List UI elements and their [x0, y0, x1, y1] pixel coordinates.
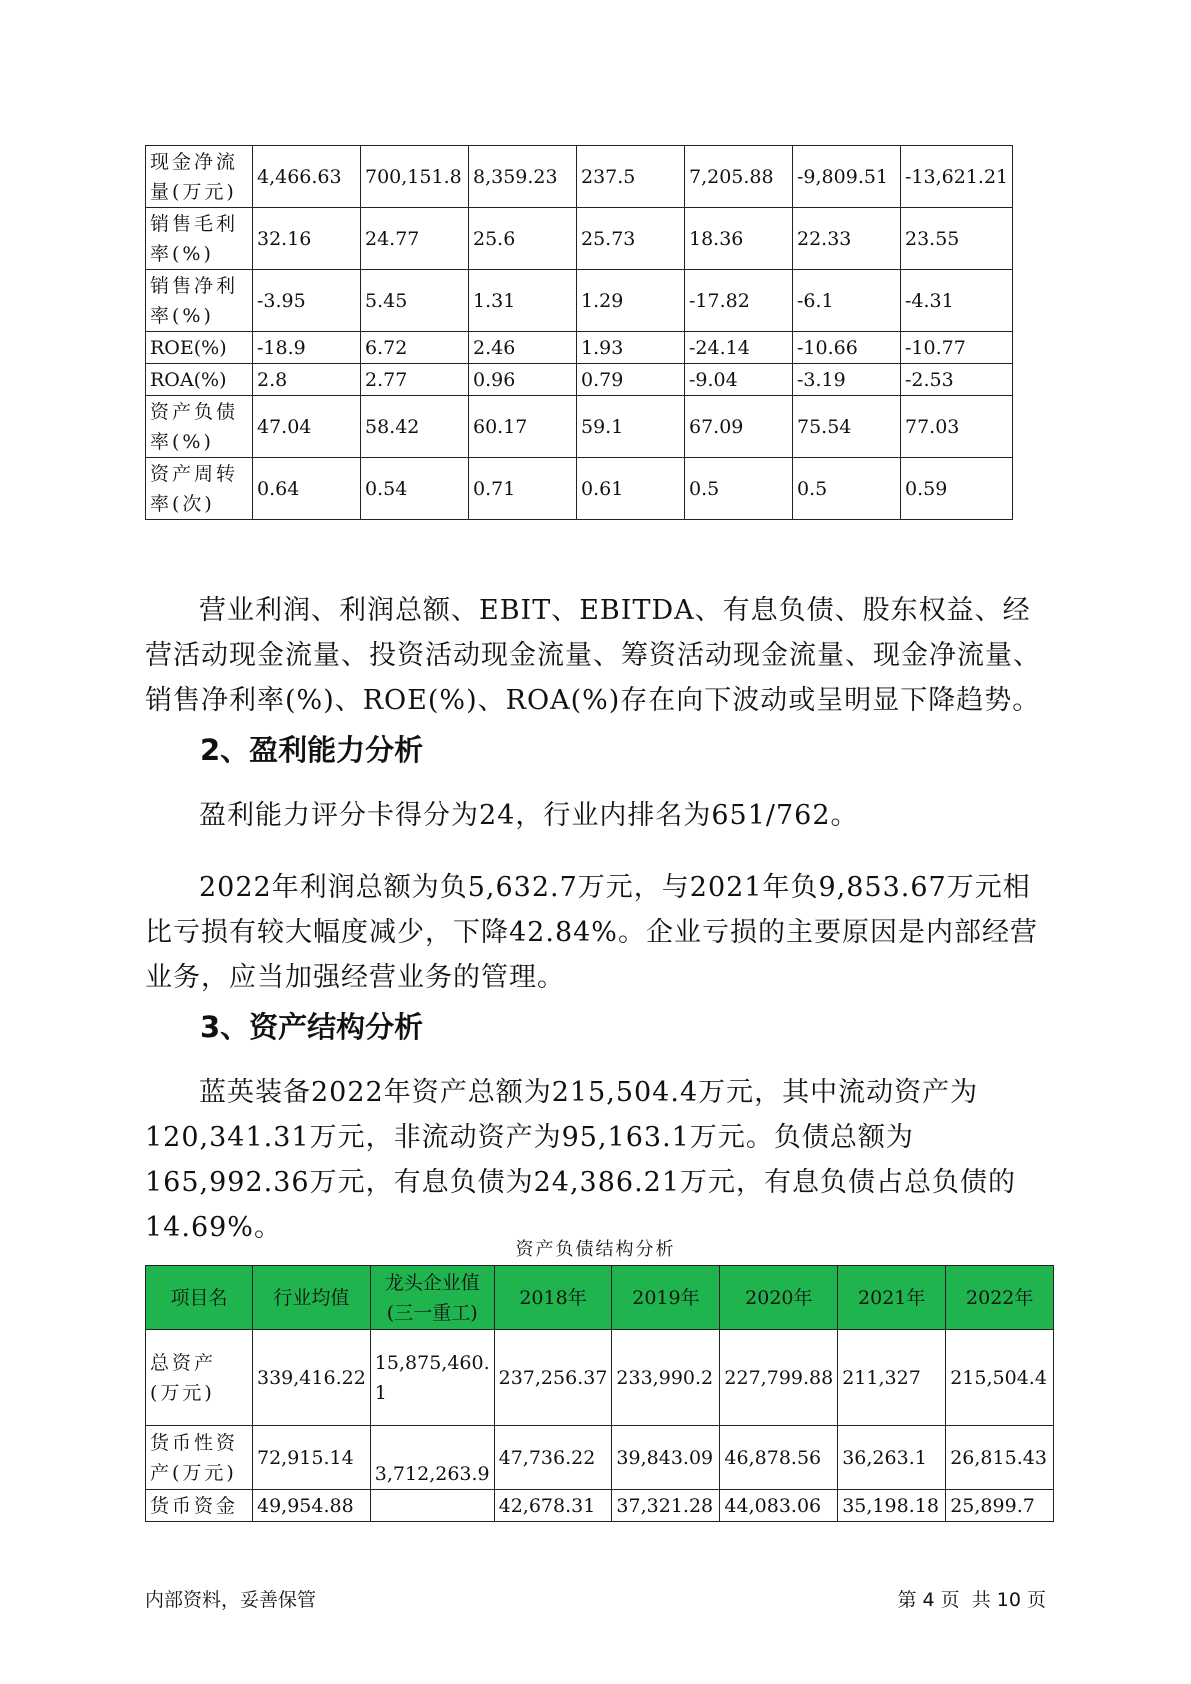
- profitability-analysis-paragraph: 2022年利润总额为负5,632.7万元，与2021年负9,853.67万元相比亏损有较大幅度减少，下降42.84%。企业亏损的主要原因是内部经营业务，应当加强经营业务的管理。: [145, 872, 1038, 993]
- table-header-row: [146, 1266, 1054, 1330]
- cell: 18.36: [685, 208, 793, 270]
- cell: 5.45: [361, 270, 469, 332]
- cell: 25.73: [577, 208, 685, 270]
- row-label: 现金净流量(万元): [146, 146, 253, 208]
- cell: 77.03: [901, 396, 1013, 458]
- asset-structure-paragraph: 蓝英装备2022年资产总额为215,504.4万元，其中流动资产为120,341.31万元，非流动资产为95,163.1万元。负债总额为165,992.36万元，有息负债为24,386.21万元，有息负债占总负债的14.69%。: [145, 1077, 1017, 1243]
- cell: 215,504.4: [946, 1330, 1054, 1426]
- column-header: 2021年: [838, 1266, 946, 1330]
- table-row: [146, 208, 1013, 270]
- section-heading-asset-structure: 3、资产结构分析: [200, 1010, 424, 1044]
- asset-liability-structure-table: [145, 1265, 1054, 1522]
- cell: -3.95: [253, 270, 361, 332]
- table-row: [146, 1490, 1054, 1522]
- cell: 0.61: [577, 458, 685, 520]
- cell: -3.19: [793, 364, 901, 396]
- cell: 35,198.18: [838, 1490, 946, 1522]
- cell: 2.46: [469, 332, 577, 364]
- row-label: 货币资金: [146, 1490, 253, 1522]
- cell: 22.33: [793, 208, 901, 270]
- financial-indicators-table: [145, 145, 1013, 520]
- row-label: 资产周转率(次): [146, 458, 253, 520]
- column-header: 龙头企业值(三一重工): [370, 1266, 494, 1330]
- cell: 42,678.31: [494, 1490, 612, 1522]
- cell: -9,809.51: [793, 146, 901, 208]
- cell: -10.77: [901, 332, 1013, 364]
- cell: -4.31: [901, 270, 1013, 332]
- column-header: 行业均值: [253, 1266, 371, 1330]
- cell: -10.66: [793, 332, 901, 364]
- cell: 0.64: [253, 458, 361, 520]
- cell: 6.72: [361, 332, 469, 364]
- cell: 8,359.23: [469, 146, 577, 208]
- row-label: 资产负债率(%): [146, 396, 253, 458]
- table-caption: 资产负债结构分析: [515, 1239, 676, 1260]
- cell: -9.04: [685, 364, 793, 396]
- footer-confidential-note: 内部资料，妥善保管: [145, 1589, 317, 1611]
- cell: 46,878.56: [720, 1426, 838, 1490]
- cell: [370, 1490, 494, 1522]
- cell: 0.79: [577, 364, 685, 396]
- cell: 47.04: [253, 396, 361, 458]
- table-row: [146, 146, 1013, 208]
- column-header: 2018年: [494, 1266, 612, 1330]
- cell: 4,466.63: [253, 146, 361, 208]
- cell: 233,990.2: [612, 1330, 720, 1426]
- cell: 3,712,263.9: [370, 1426, 494, 1490]
- cell: -2.53: [901, 364, 1013, 396]
- cell: 25,899.7: [946, 1490, 1054, 1522]
- cell: 2.77: [361, 364, 469, 396]
- cell: 1.29: [577, 270, 685, 332]
- row-label: 货币性资产(万元): [146, 1426, 253, 1490]
- cell: 60.17: [469, 396, 577, 458]
- cell: 24.77: [361, 208, 469, 270]
- cell: 59.1: [577, 396, 685, 458]
- cell: 7,205.88: [685, 146, 793, 208]
- row-label: 销售净利率(%): [146, 270, 253, 332]
- cell: 0.5: [793, 458, 901, 520]
- trend-paragraph: 营业利润、利润总额、EBIT、EBITDA、有息负债、股东权益、经营活动现金流量、投资活动现金流量、筹资活动现金流量、现金净流量、销售净利率(%)、ROE(%)、ROA(%)存在向下波动或呈明显下降趋势。: [145, 595, 1041, 716]
- cell: 47,736.22: [494, 1426, 612, 1490]
- cell: 0.59: [901, 458, 1013, 520]
- cell: -13,621.21: [901, 146, 1013, 208]
- section-heading-profitability: 2、盈利能力分析: [200, 733, 424, 767]
- cell: 36,263.1: [838, 1426, 946, 1490]
- row-label: 销售毛利率(%): [146, 208, 253, 270]
- cell: 58.42: [361, 396, 469, 458]
- cell: 0.5: [685, 458, 793, 520]
- cell: -6.1: [793, 270, 901, 332]
- column-header: 项目名: [146, 1266, 253, 1330]
- table-row: [146, 364, 1013, 396]
- footer-page-number: 第 4 页 共 10 页: [897, 1589, 1046, 1611]
- table-row: [146, 270, 1013, 332]
- cell: 26,815.43: [946, 1426, 1054, 1490]
- cell: 237,256.37: [494, 1330, 612, 1426]
- cell: 72,915.14: [253, 1426, 371, 1490]
- cell: 49,954.88: [253, 1490, 371, 1522]
- table-row: [146, 458, 1013, 520]
- row-label: ROA(%): [146, 364, 253, 396]
- table-row: [146, 1426, 1054, 1490]
- cell: 1.93: [577, 332, 685, 364]
- cell: 1.31: [469, 270, 577, 332]
- cell: 23.55: [901, 208, 1013, 270]
- cell: 227,799.88: [720, 1330, 838, 1426]
- row-label: 总资产(万元): [146, 1330, 253, 1426]
- cell: 0.71: [469, 458, 577, 520]
- cell: 0.96: [469, 364, 577, 396]
- cell: 700,151.8: [361, 146, 469, 208]
- cell: 237.5: [577, 146, 685, 208]
- cell: 75.54: [793, 396, 901, 458]
- cell: 25.6: [469, 208, 577, 270]
- table-row: [146, 1330, 1054, 1426]
- column-header: 2020年: [720, 1266, 838, 1330]
- cell: -17.82: [685, 270, 793, 332]
- cell: 339,416.22: [253, 1330, 371, 1426]
- cell: -18.9: [253, 332, 361, 364]
- cell: 39,843.09: [612, 1426, 720, 1490]
- cell: -24.14: [685, 332, 793, 364]
- cell: 44,083.06: [720, 1490, 838, 1522]
- cell: 37,321.28: [612, 1490, 720, 1522]
- column-header: 2022年: [946, 1266, 1054, 1330]
- cell: 15,875,460.1: [370, 1330, 494, 1426]
- column-header: 2019年: [612, 1266, 720, 1330]
- cell: 211,327: [838, 1330, 946, 1426]
- cell: 32.16: [253, 208, 361, 270]
- cell: 0.54: [361, 458, 469, 520]
- table-row: [146, 332, 1013, 364]
- table-row: [146, 396, 1013, 458]
- cell: 67.09: [685, 396, 793, 458]
- row-label: ROE(%): [146, 332, 253, 364]
- profitability-score-paragraph: 盈利能力评分卡得分为24，行业内排名为651/762。: [199, 800, 859, 831]
- cell: 2.8: [253, 364, 361, 396]
